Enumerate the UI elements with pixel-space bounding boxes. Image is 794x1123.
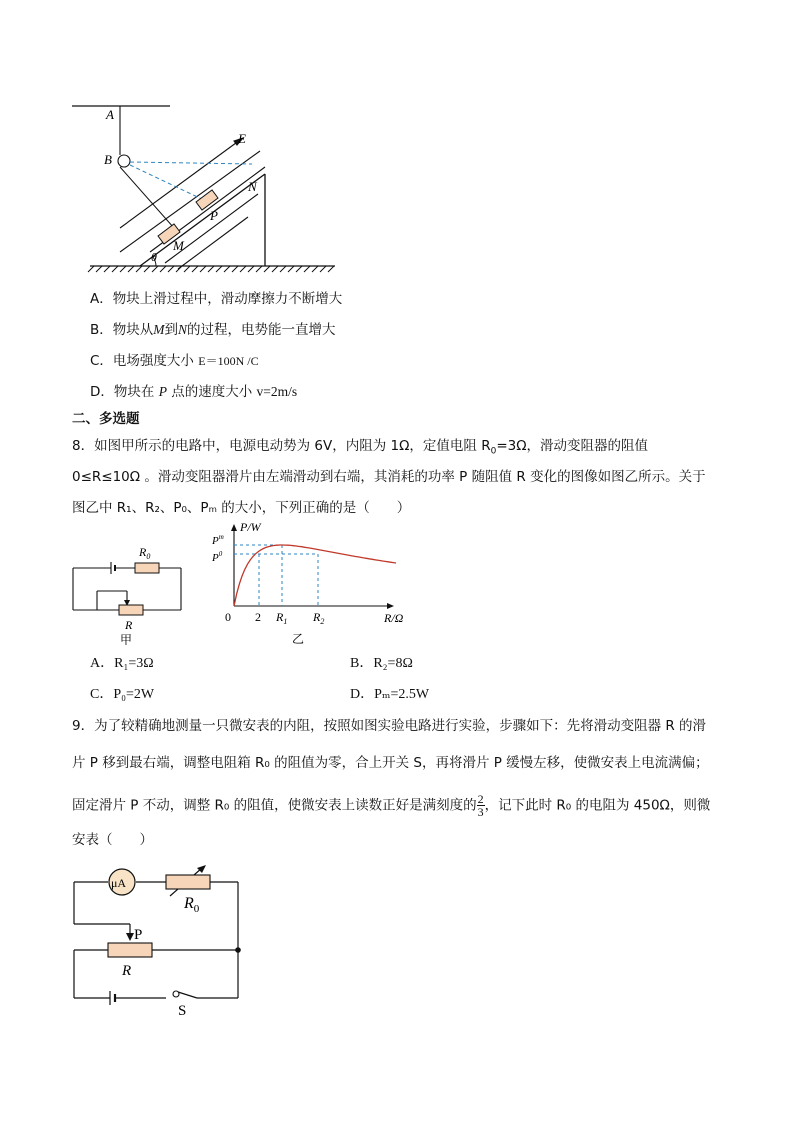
label-r0: $R_0$	[139, 545, 151, 561]
q9-text-line-3: 固定滑片 P 不动，调整 R₀ 的阻值，使微安表上读数正好是满刻度的 $\frac{2}{3}$ ，记下此时 R₀ 的电阻为 450Ω，则微	[72, 792, 711, 819]
caption-yi: 乙	[292, 632, 305, 646]
q8-text-line-2: 0≤R≤10Ω 。滑动变阻器滑片由左端滑动到右端，其消耗的功率 P 随阻值 R 变化的图像如图乙所示。关于	[72, 469, 706, 485]
block-p	[196, 190, 218, 210]
label-b: B	[104, 152, 112, 167]
label-e: E	[238, 131, 246, 146]
svg-text:μA: μA	[111, 876, 127, 890]
circuit-q9	[62, 862, 252, 1022]
label-r: R	[125, 618, 133, 632]
q8-option-d[interactable]: D．Pₘ=2.5W	[350, 687, 430, 702]
graph-origin: 0	[225, 610, 231, 624]
q8-option-c[interactable]: C．P₀=2W	[90, 687, 155, 702]
label-a: A	[106, 107, 114, 122]
q7-option-b[interactable]: B．物块从M到N的过程，电势能一直增大	[90, 322, 336, 338]
circuit-jia	[65, 540, 195, 645]
fraction-two-thirds: $\frac{2}{3}$	[477, 792, 484, 819]
label-s: S	[178, 1003, 187, 1019]
microammeter	[109, 869, 135, 895]
label-r: R	[122, 963, 132, 979]
q8-option-b[interactable]: B．R₂=8Ω	[350, 656, 413, 671]
rheostat-r	[119, 605, 143, 615]
incline-figure	[60, 95, 360, 275]
caption-jia: 甲	[120, 633, 133, 645]
label-pm: $P^m$	[212, 533, 224, 547]
tick-r2: $R_2$	[313, 610, 325, 626]
q9-text-line-4: 安表（ ）	[72, 832, 153, 848]
resistor-r0	[135, 563, 159, 573]
q8-option-a[interactable]: A．R₁=3Ω	[90, 656, 154, 671]
graph-ylabel: P/W	[240, 520, 261, 534]
label-r0: $R_0$	[184, 895, 200, 915]
rheostat-r	[108, 943, 152, 957]
q8-text-line-3: 图乙中 R₁、R₂、P₀、Pₘ 的大小，下列正确的是（ ）	[72, 500, 411, 516]
label-n: N	[248, 179, 257, 194]
q7-option-d[interactable]: D．物块在 P 点的速度大小 v=2m/s	[90, 384, 298, 400]
section-heading: 二、多选题	[72, 411, 140, 427]
label-p0: $P^0$	[212, 550, 223, 564]
label-theta: θ	[151, 250, 157, 264]
power-graph	[212, 520, 417, 648]
graph-xlabel: R/Ω	[384, 611, 404, 625]
q8-text-line-1: 8．如图甲所示的电路中，电源电动势为 6V，内阻为 1Ω，定值电阻 $R_0=3\Omega$，滑动变阻器的阻值	[72, 438, 649, 457]
tick-2: 2	[255, 610, 261, 624]
label-p: P	[210, 208, 218, 223]
q7-option-c[interactable]: C．电场强度大小 E＝100N /C	[90, 353, 259, 369]
tick-r1: $R_1$	[276, 610, 288, 626]
label-m: M	[173, 238, 184, 253]
q7-option-a[interactable]: A．物块上滑过程中，滑动摩擦力不断增大	[90, 291, 343, 307]
label-p: P	[134, 927, 143, 943]
q9-text-line-2: 片 P 移到最右端，调整电阻箱 R₀ 的阻值为零，合上开关 S，再将滑片 P 缓慢左移，使微安表上电流满偏；	[72, 755, 709, 771]
q9-text-line-1: 9．为了较精确地测量一只微安表的内阻，按照如图实验电路进行实验，步骤如下：先将滑动变阻器 R 的滑	[72, 718, 707, 734]
resistance-box-r0	[166, 875, 210, 889]
